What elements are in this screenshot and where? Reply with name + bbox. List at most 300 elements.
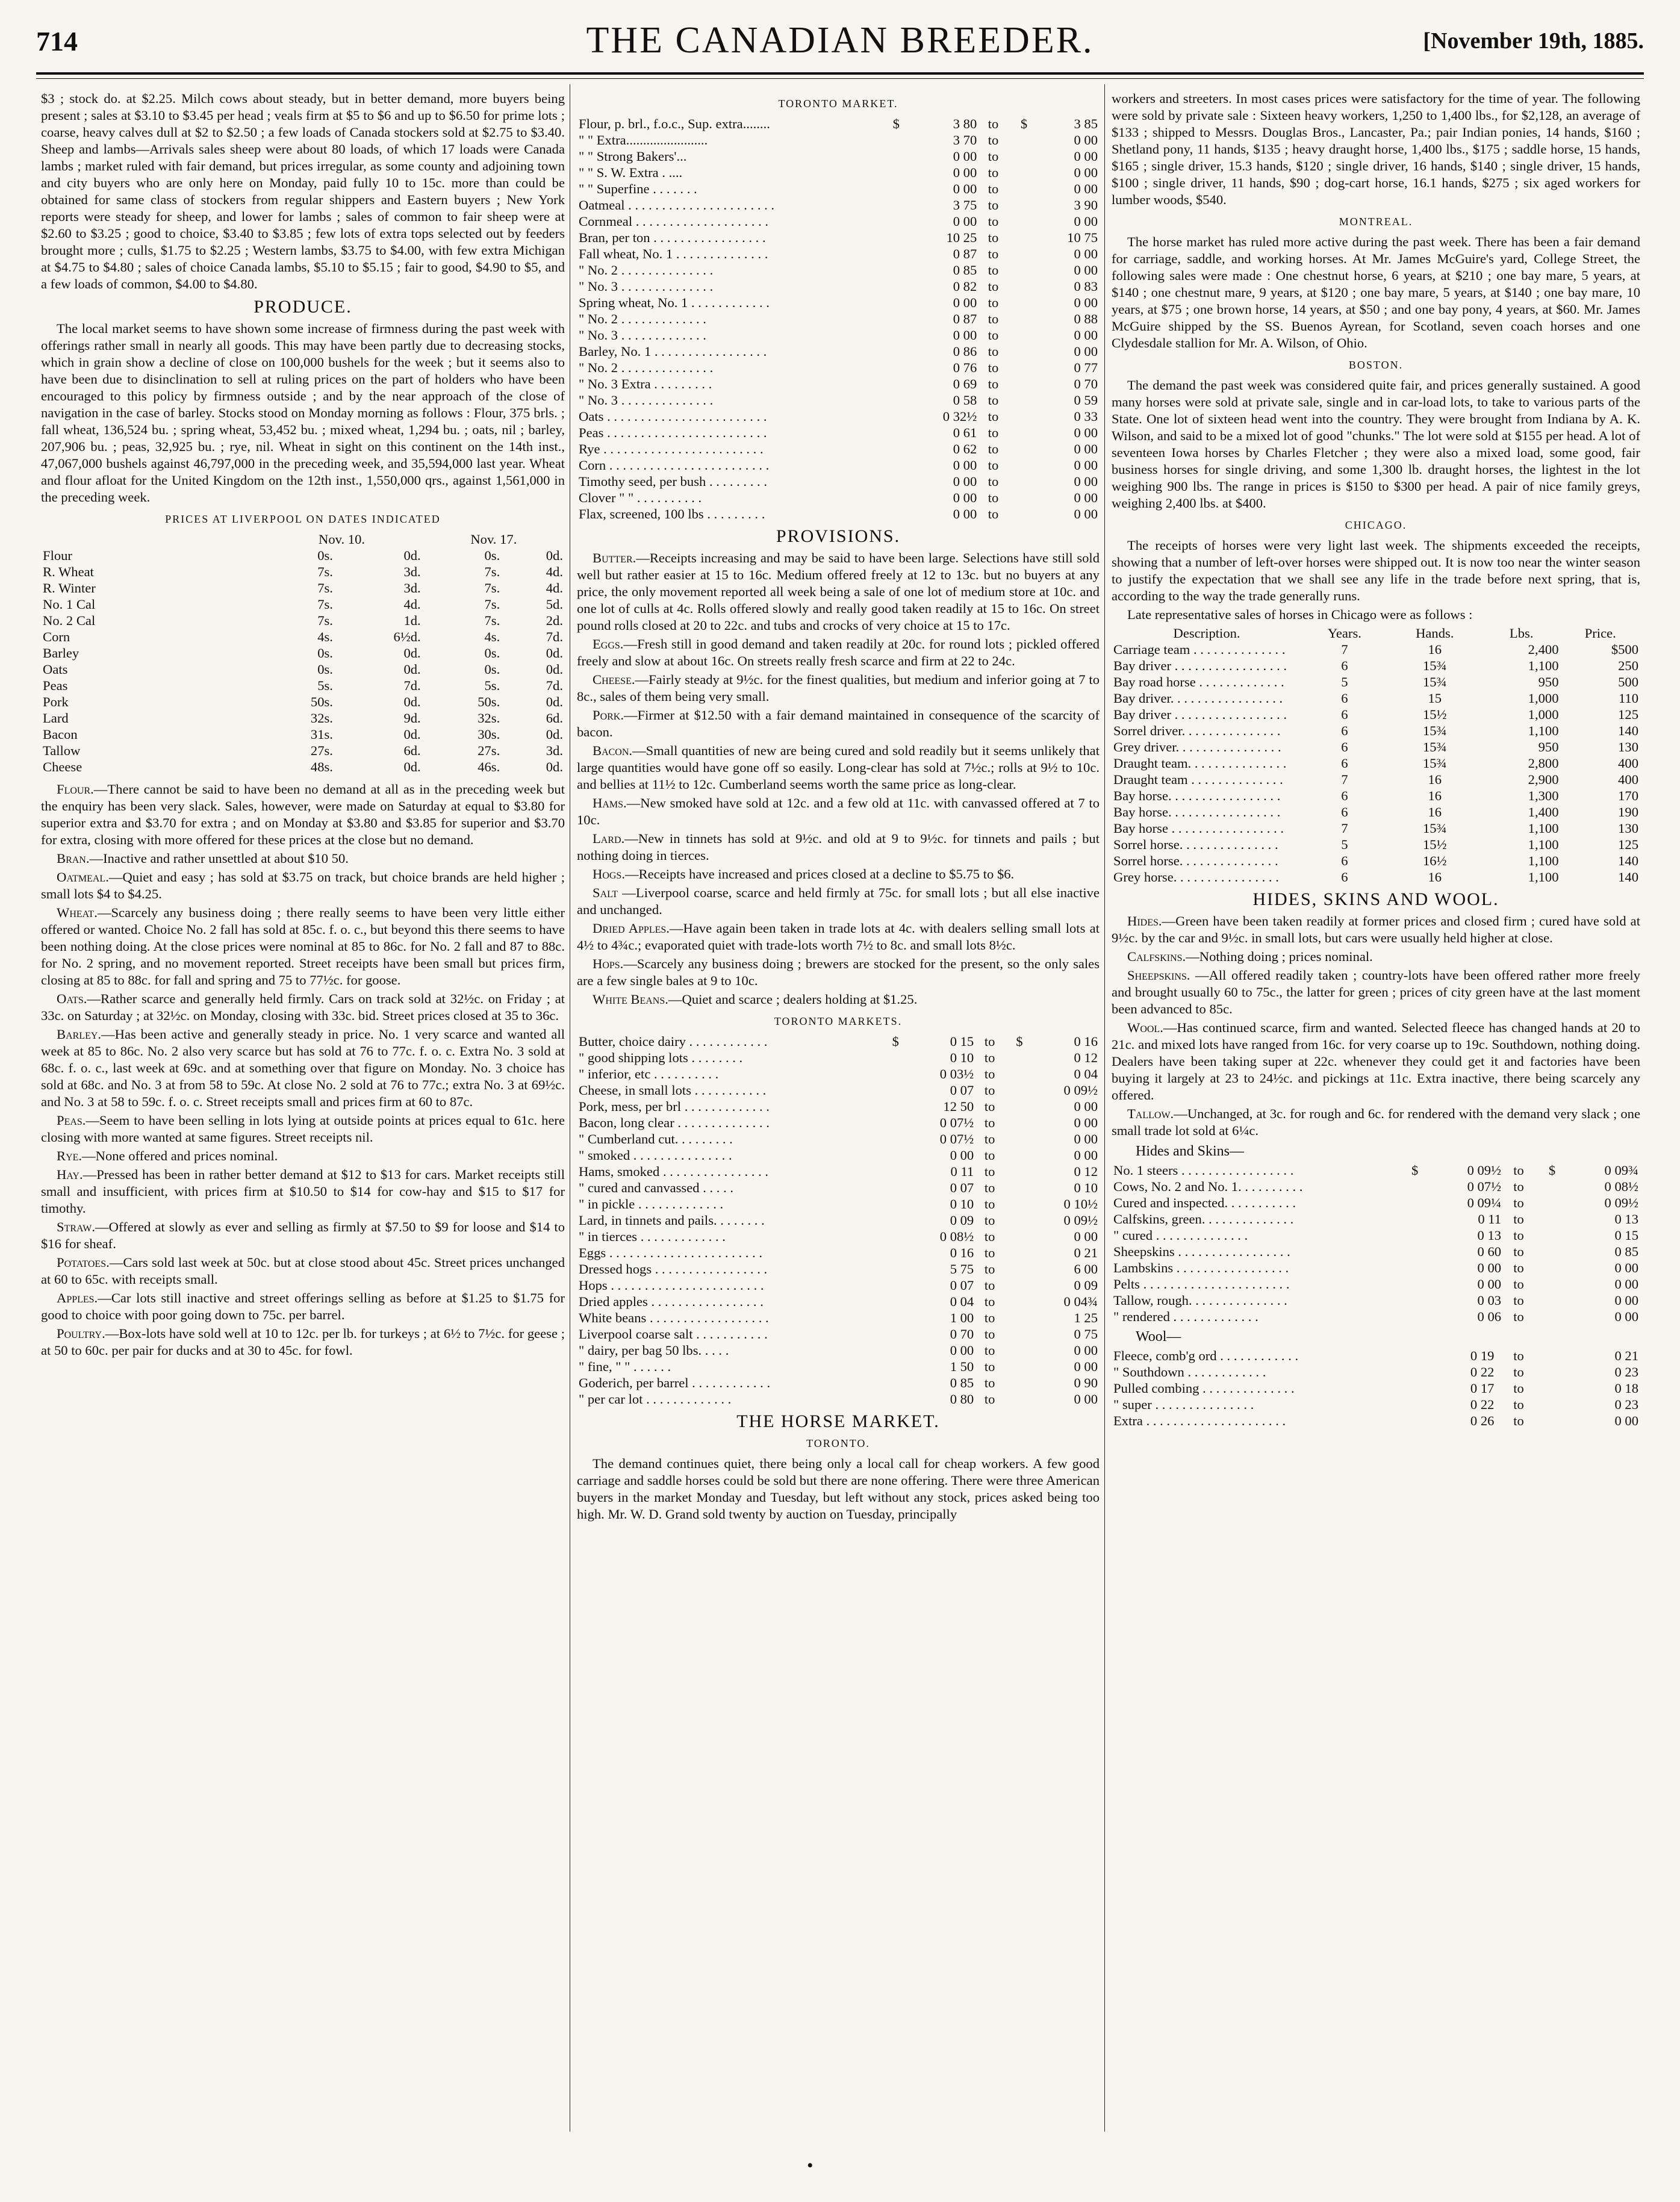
table-cell: to <box>988 409 999 424</box>
table-cell: 0 12 <box>1074 1164 1098 1179</box>
table-cell: to <box>984 1213 995 1228</box>
table-cell: Sorrel horse. . . . . . . . . . . . . . . <box>1113 837 1278 852</box>
table-row <box>577 1391 1100 1407</box>
table-cell: 0 09¼ <box>1467 1195 1502 1210</box>
table-cell: to <box>988 328 999 343</box>
table-cell: 5 75 <box>950 1261 974 1277</box>
chicago-sales-table <box>1112 625 1640 885</box>
table-cell: 0 00 <box>1074 263 1098 278</box>
market-paragraph <box>1112 948 1640 965</box>
table-cell: Bay horse. . . . . . . . . . . . . . . . . <box>1113 804 1281 820</box>
table-cell: 7 <box>1341 821 1348 836</box>
table-row <box>577 181 1100 197</box>
market-paragraph <box>41 1026 565 1110</box>
paragraph-lead: Sheepskins. <box>1127 968 1190 983</box>
table-cell: 0 09½ <box>1063 1083 1098 1098</box>
table-cell: 0 00 <box>950 1343 974 1358</box>
table-row <box>1112 1348 1640 1364</box>
table-cell: " " S. W. Extra . .... <box>579 165 683 180</box>
table-cell: 0 06 <box>1477 1309 1502 1324</box>
table-cell: $ <box>892 1034 899 1049</box>
table-cell: 0 58 <box>953 393 977 408</box>
table-cell: 0 07 <box>950 1083 974 1098</box>
table-cell <box>1004 1375 1024 1391</box>
table-cell: 0 00 <box>1074 458 1098 473</box>
table-cell <box>1397 1178 1420 1195</box>
table-cell: 0 00 <box>953 328 977 343</box>
table-row <box>1112 820 1640 836</box>
market-paragraph <box>41 850 565 867</box>
table-cell: 0 00 <box>1074 425 1098 440</box>
table-cell <box>1008 132 1030 148</box>
produce-text: The local market seems to have shown some increase of firmness during the past week with offerings rather small in nearly all goods. This may have been partly due to decreasing stocks, which in grain show a decline of close on 100,000 bushels for the week ; but it seems also to have been due to disinclination to sell at ruling prices on the part of holders who have been encouraged to this policy by firmness outside ; and by the near approach of the close of navigation in the case of barley. Stocks stood on Monday morning as follows : Flour, 375 brls. ; fall wheat, 136,524 bu. ; spring wheat, 53,452 bu. ; mixed wheat, 1,294 bu. ; oats, nil ; barley, 207,906 bu. ; peas, 32,925 bu. ; rye, nil. Wheat in sight on this continent on the 14th inst., 47,067,000 bushels against 46,797,000 in the preceding week, and 35,594,000 last year. Wheat and flour afloat for the United Kingdom on the 12th inst., 1,550,000 qrs., against 1,561,000 in the preceding week. <box>41 321 565 505</box>
table-row <box>41 580 565 596</box>
table-cell: Cornmeal . . . . . . . . . . . . . . . . . . . . <box>579 214 769 229</box>
paragraph-text: —Scarcely any business doing ; there really seems to have been very little either offered or wanted. Choice No. 2 fall has sold at 85c. f. o. c., but beyond this there seems to have been nothing doing. At the close prices were nominal at 85 to 86c. for No. 2 fall and 87 to 88c. for No. 2 spring, and no movement reported. Street receipts have been small but prices firm, closing at 85 to 88c. for fall and spring and 75 to 77½c. for goose. <box>41 905 565 987</box>
table-cell: 32s. <box>310 711 333 726</box>
table-cell: 50s. <box>478 694 500 709</box>
table-cell: 7s. <box>317 564 333 579</box>
table-row <box>577 1228 1100 1245</box>
market-paragraph <box>577 707 1100 741</box>
footer-mark: • <box>807 2156 814 2176</box>
table-cell <box>880 1310 900 1326</box>
table-cell: 30s. <box>478 727 500 742</box>
table-cell: 0 00 <box>1614 1413 1638 1428</box>
table-cell: 15½ <box>1422 837 1447 852</box>
table-cell: 0 00 <box>1074 1115 1098 1130</box>
market-paragraph <box>1112 1019 1640 1104</box>
table-row <box>41 596 565 612</box>
table-cell: 0 70 <box>1074 376 1098 391</box>
table-cell <box>1008 229 1030 246</box>
table-cell: 6 <box>1341 756 1348 771</box>
table-cell: 0s. <box>484 645 500 661</box>
table-cell: to <box>984 1050 995 1065</box>
table-row <box>41 742 565 759</box>
table-cell: 15¾ <box>1422 658 1447 673</box>
market-paragraph <box>577 866 1100 883</box>
table-cell: to <box>988 311 999 326</box>
table-cell: 32s. <box>478 711 500 726</box>
table-cell <box>880 1326 900 1342</box>
table-cell: 0 88 <box>1074 311 1098 326</box>
paragraph-text: —New smoked have sold at 12c. and a few old at 11c. with canvassed offered at 7 to 10c. <box>577 795 1100 827</box>
table-cell: to <box>984 1359 995 1374</box>
table-row <box>577 327 1100 343</box>
table-cell <box>1008 311 1030 327</box>
table-cell: 0 09¾ <box>1604 1163 1638 1178</box>
table-cell: 7s. <box>484 597 500 612</box>
paragraph-text: —Liverpool coarse, scarce and held firmly at 75c. for small lots ; but all else inactive and unchanged. <box>577 885 1100 917</box>
paragraph-text: —Seem to have been selling in lots lying at outside points at prices equal to 61c. here closing with more wanted at same figures. Street receipts nil. <box>41 1113 565 1145</box>
table-cell: 2d. <box>546 613 563 628</box>
table-cell: 950 <box>1538 739 1559 754</box>
paragraph-text: —All offered readily taken ; country-lots have been offered rather more freely and brought usually 60 to 75c., the latter for green ; prices of city green have at the last moment been advanced to 85c. <box>1112 968 1640 1016</box>
table-cell: Flour <box>43 548 72 563</box>
paragraph-text: —Pressed has been in rather better demand at $12 to $13 for cars. Market receipts still small and insufficient, with prices firm at $10.50 to $14 for cow-hay and $15 to $17 for timothy. <box>41 1167 565 1216</box>
table-cell <box>1534 1195 1557 1211</box>
table-cell: to <box>1513 1381 1524 1396</box>
table-cell: to <box>988 181 999 196</box>
table-cell: " dairy, per bag 50 lbs. . . . . <box>579 1343 729 1358</box>
table-cell: 4d. <box>546 580 563 596</box>
paragraph-lead: Hams. <box>593 795 627 810</box>
table-cell: to <box>984 1115 995 1130</box>
paragraph-lead: Hides. <box>1127 913 1162 928</box>
paragraph-lead: Apples. <box>57 1290 98 1305</box>
market-paragraph <box>41 781 565 848</box>
table-cell <box>1004 1326 1024 1342</box>
column-header: Price. <box>1584 626 1616 641</box>
table-row <box>41 547 565 564</box>
market-paragraph <box>577 956 1100 989</box>
table-cell <box>880 1245 900 1261</box>
paragraph-lead: Potatoes. <box>57 1255 110 1270</box>
table-cell <box>880 148 901 164</box>
table-cell: 0 09 <box>1074 1278 1098 1293</box>
table-cell: 6 00 <box>1074 1261 1098 1277</box>
table-cell: 0 77 <box>1074 360 1098 375</box>
table-cell: 0 00 <box>1074 1229 1098 1244</box>
table-cell: 5s. <box>484 678 500 693</box>
table-cell: 0 19 <box>1470 1348 1495 1363</box>
table-cell: to <box>1513 1293 1524 1308</box>
chicago-text-2: Late representative sales of horses in Chicago were as follows : <box>1127 607 1473 622</box>
table-cell: 0 18 <box>1614 1381 1638 1396</box>
table-cell: 4d. <box>546 564 563 579</box>
table-cell <box>1542 1348 1553 1364</box>
table-cell: " " Superfine . . . . . . . <box>579 181 697 196</box>
table-cell <box>1397 1396 1408 1413</box>
table-cell: " in pickle . . . . . . . . . . . . . <box>579 1196 724 1211</box>
table-row <box>577 408 1100 425</box>
table-cell <box>880 506 901 522</box>
table-cell: Cured and inspected. . . . . . . . . . . <box>1113 1195 1296 1210</box>
table-cell <box>1008 148 1030 164</box>
table-cell: 0 07 <box>950 1180 974 1195</box>
table-cell: 0 00 <box>1074 490 1098 505</box>
table-cell: 0 00 <box>1074 214 1098 229</box>
market-paragraph <box>577 991 1100 1008</box>
table-cell <box>1004 1293 1024 1310</box>
table-cell: " super . . . . . . . . . . . . . . . <box>1113 1397 1254 1412</box>
table-cell <box>880 1375 900 1391</box>
table-row <box>1112 755 1640 771</box>
table-cell: 0 00 <box>1074 149 1098 164</box>
table-cell <box>1008 425 1030 441</box>
table-row <box>577 213 1100 229</box>
table-cell: Fall wheat, No. 1 . . . . . . . . . . . . . . <box>579 246 768 261</box>
table-cell: 0 00 <box>950 1148 974 1163</box>
table-row <box>1112 1260 1640 1276</box>
table-cell: to <box>984 1294 995 1309</box>
table-cell: 27s. <box>478 743 500 758</box>
table-cell: 190 <box>1618 804 1638 820</box>
table-cell: 0 00 <box>953 490 977 505</box>
paragraph-text: —Have again been taken in trade lots at 4c. with dealers selling small lots at 4½ to 4¾c.; evaporated quiet with trade-lots worth 7½ to 8c. and small lots 8½c. <box>577 921 1100 953</box>
paragraph-lead: Calfskins. <box>1127 949 1186 964</box>
table-cell: 0 10 <box>1074 1180 1098 1195</box>
table-cell: 0d. <box>546 759 563 774</box>
table-row <box>577 132 1100 148</box>
table-cell <box>880 1147 900 1163</box>
market-paragraph <box>577 636 1100 670</box>
table-cell: 0 62 <box>953 441 977 456</box>
table-row <box>1112 771 1640 788</box>
paragraph-lead: Peas. <box>57 1113 86 1128</box>
table-cell: 500 <box>1618 674 1638 689</box>
table-cell: to <box>984 1180 995 1195</box>
table-cell <box>880 1163 900 1180</box>
table-cell: " good shipping lots . . . . . . . . <box>579 1050 743 1065</box>
table-cell <box>1008 506 1030 522</box>
table-row <box>41 726 565 742</box>
table-cell: 31s. <box>310 727 333 742</box>
paragraph-text: —Car lots still inactive and street offerings selling as before at $1.25 to $1.75 for good to choice with poor going down to 75c. per barrel. <box>41 1290 565 1322</box>
table-cell: 0 12 <box>1074 1050 1098 1065</box>
table-cell <box>1397 1292 1420 1308</box>
table-cell: to <box>1513 1195 1524 1210</box>
table-cell: 140 <box>1618 869 1638 885</box>
market-paragraph <box>41 1219 565 1252</box>
table-cell: 15 <box>1428 691 1442 706</box>
table-row <box>577 246 1100 262</box>
boston-text: The demand the past week was considered quite fair, and prices generally sustained. A good many horses were sold at private sale, single and in car-load lots, to take to various parts of the State. One lot of sixteen head went into the country. They were brought from Indiana by A. K. Wilson, and said to be a mixed lot of good "chunks." The lot were sold at $155 per head. A lot of seventeen Iowa horses by Charles Fletcher ; they were also a mixed load, some good, fair business horses for single driving, and some 1,300 lb. draught horses, the lightest in the lot weighing 900 lbs. The range in prices is $150 to $300 per head. A pair of nice family greys, weighing 2,400 lbs. at $400. <box>1112 378 1640 511</box>
table-cell <box>1004 1245 1024 1261</box>
table-row <box>1112 788 1640 804</box>
table-cell: Spring wheat, No. 1 . . . . . . . . . . . . <box>579 295 770 310</box>
table-cell: 0 10 <box>950 1196 974 1211</box>
wool-subheading: Wool— <box>1136 1329 1181 1345</box>
table-cell: to <box>1513 1413 1524 1428</box>
paragraph-text: —Fairly steady at 9½c. for the finest qualities, but medium and inferior going at 7 to 8c., sales of them being very small. <box>577 672 1100 704</box>
table-cell <box>880 1180 900 1196</box>
table-cell <box>1004 1277 1024 1293</box>
paragraph-lead: Wool. <box>1127 1020 1163 1035</box>
table-row <box>41 694 565 710</box>
table-cell <box>1534 1178 1557 1195</box>
table-cell: 7d. <box>403 678 421 693</box>
table-cell <box>1008 262 1030 278</box>
table-cell: Corn <box>43 629 70 644</box>
table-row <box>577 1082 1100 1098</box>
table-cell: 4s. <box>317 629 333 644</box>
table-cell: Bran, per ton . . . . . . . . . . . . . . . . . <box>579 230 766 245</box>
table-cell: 6 <box>1341 853 1348 868</box>
table-cell: 0s. <box>317 548 333 563</box>
table-cell: 5 <box>1341 674 1348 689</box>
table-cell: Pork, mess, per brl . . . . . . . . . . . . . <box>579 1099 770 1114</box>
table-row <box>577 197 1100 213</box>
table-cell: to <box>984 1164 995 1179</box>
table-row <box>41 661 565 677</box>
table-cell <box>1004 1228 1024 1245</box>
table-cell: 0 90 <box>1074 1375 1098 1390</box>
table-row <box>577 1033 1100 1050</box>
table-row <box>577 343 1100 359</box>
table-cell: 16½ <box>1422 853 1447 868</box>
table-cell: to <box>988 458 999 473</box>
table-cell <box>1004 1082 1024 1098</box>
table-cell <box>1397 1260 1420 1276</box>
table-cell: 15½ <box>1422 707 1447 722</box>
table-cell: 1,000 <box>1528 707 1559 722</box>
table-cell: 48s. <box>310 759 333 774</box>
table-row <box>1112 1292 1640 1308</box>
table-cell: 0 00 <box>1074 344 1098 359</box>
market-paragraph <box>41 1290 565 1323</box>
table-cell: 0 00 <box>1614 1260 1638 1275</box>
table-row <box>1112 674 1640 690</box>
table-row <box>577 1310 1100 1326</box>
table-cell <box>880 197 901 213</box>
table-cell <box>1004 1066 1024 1082</box>
table-cell <box>880 1050 900 1066</box>
table-cell: 5 <box>1341 837 1348 852</box>
paragraph-text: —Receipts have increased and prices closed at a decline to $5.75 to $6. <box>624 866 1015 882</box>
table-cell: 0 07 <box>950 1278 974 1293</box>
paragraph-text: —Nothing doing ; prices nominal. <box>1186 949 1373 964</box>
table-row <box>577 1277 1100 1293</box>
market-paragraph <box>41 1148 565 1165</box>
table-cell: 1 00 <box>950 1310 974 1325</box>
table-cell <box>1008 181 1030 197</box>
table-cell: 6½d. <box>393 629 421 644</box>
table-cell: Dressed hogs . . . . . . . . . . . . . . . . . <box>579 1261 768 1277</box>
produce-reports <box>41 781 565 1359</box>
table-cell: to <box>984 1375 995 1390</box>
table-row <box>1112 641 1640 658</box>
table-cell <box>1004 1310 1024 1326</box>
table-cell: to <box>988 116 999 131</box>
table-cell <box>1397 1243 1420 1260</box>
horse-market-text: The demand continues quiet, there being only a local call for cheap workers. A few good carriage and saddle horses could be sold but there are none offering. There were three American buyers in the market Monday and Tuesday, but left without any stock, prices asked being too high. Mr. W. D. Grand sold twenty by auction on Tuesday, principally <box>577 1456 1100 1522</box>
table-cell: 0 85 <box>953 263 977 278</box>
table-cell: 0d. <box>403 694 421 709</box>
table-cell: " No. 3 . . . . . . . . . . . . . . <box>579 279 714 294</box>
table-cell: Extra . . . . . . . . . . . . . . . . . . . . . <box>1113 1413 1286 1428</box>
table-cell <box>1534 1260 1557 1276</box>
table-cell: 7s. <box>484 613 500 628</box>
table-cell: to <box>988 230 999 245</box>
table-row <box>41 677 565 694</box>
page-title: THE CANADIAN BREEDER. <box>586 20 1094 61</box>
table-cell: Goderich, per barrel . . . . . . . . . . . . <box>579 1375 771 1390</box>
table-cell <box>880 457 901 473</box>
table-row <box>1112 706 1640 723</box>
table-row <box>1112 1396 1640 1413</box>
column-2 <box>577 90 1100 2126</box>
table-row <box>41 645 565 661</box>
table-cell: to <box>984 1099 995 1114</box>
table-row <box>577 359 1100 376</box>
paragraph-text: —Inactive and rather unsettled at about $10 50. <box>89 851 349 866</box>
paragraph-lead: Hops. <box>593 956 624 971</box>
table-cell <box>1397 1195 1420 1211</box>
hides-reports <box>1112 913 1640 1139</box>
table-cell: Cheese <box>43 759 82 774</box>
table-cell: 0 00 <box>1074 1392 1098 1407</box>
table-cell: 3 70 <box>953 132 977 148</box>
table-cell <box>880 327 901 343</box>
table-cell <box>1004 1212 1024 1228</box>
table-cell: 5s. <box>317 678 333 693</box>
table-row <box>577 1050 1100 1066</box>
table-cell: Rye . . . . . . . . . . . . . . . . . . . . . . . . <box>579 441 764 456</box>
table-cell <box>880 1342 900 1358</box>
table-cell: to <box>988 279 999 294</box>
toronto-market-heading: TORONTO MARKET. <box>778 98 898 110</box>
market-paragraph <box>1112 913 1640 947</box>
table-row <box>1112 853 1640 869</box>
market-paragraph <box>577 742 1100 793</box>
table-cell <box>1534 1243 1557 1260</box>
table-cell: 0 08½ <box>1604 1179 1638 1194</box>
paragraph-text: —Firmer at $12.50 with a fair demand maintained in consequence of the scarcity of bacon. <box>577 708 1100 739</box>
table-row <box>577 262 1100 278</box>
paragraph-text: —Scarcely any business doing ; brewers are stocked for the present, so the only sales are a few single bales at 9 to 10c. <box>577 956 1100 988</box>
table-cell: 0 00 <box>1074 1343 1098 1358</box>
table-cell: to <box>988 295 999 310</box>
table-cell: 1,100 <box>1528 837 1559 852</box>
market-paragraph <box>41 1166 565 1217</box>
paragraph-lead: Oatmeal. <box>57 869 109 885</box>
table-cell: $ <box>1548 1163 1556 1178</box>
market-paragraph <box>41 1112 565 1146</box>
market-paragraph <box>577 795 1100 829</box>
table-cell: 3 80 <box>953 116 977 131</box>
table-cell <box>1397 1413 1408 1429</box>
chicago-heading: CHICAGO. <box>1345 519 1407 531</box>
table-cell: to <box>984 1083 995 1098</box>
table-cell: to <box>988 441 999 456</box>
paragraph-lead: Cheese. <box>593 672 635 687</box>
table-row <box>577 311 1100 327</box>
paragraph-lead: Wheat. <box>57 905 98 920</box>
table-cell: 1 25 <box>1074 1310 1098 1325</box>
market-paragraph <box>577 671 1100 705</box>
table-row <box>577 1163 1100 1180</box>
produce-heading: PRODUCE. <box>254 297 352 317</box>
table-cell: to <box>984 1196 995 1211</box>
table-cell: 0 16 <box>950 1245 974 1260</box>
table-cell: to <box>984 1245 995 1260</box>
paragraph-lead: White Beans. <box>593 992 668 1007</box>
table-cell: 0 04¾ <box>1063 1294 1098 1309</box>
table-cell: R. Winter <box>43 580 96 596</box>
table-cell: 5d. <box>546 597 563 612</box>
provisions-reports <box>577 550 1100 1008</box>
toronto-subheading: TORONTO. <box>806 1437 870 1449</box>
table-cell: to <box>1513 1364 1524 1379</box>
table-row <box>577 1375 1100 1391</box>
table-cell: 16 <box>1428 788 1442 803</box>
table-cell: to <box>984 1034 995 1049</box>
table-cell: 0 00 <box>953 474 977 489</box>
table-cell: 0 85 <box>950 1375 974 1390</box>
table-cell: 0 00 <box>953 214 977 229</box>
table-cell: 0 82 <box>953 279 977 294</box>
table-cell <box>1008 164 1030 181</box>
table-cell: 0 00 <box>1074 1131 1098 1146</box>
table-cell: 0 86 <box>953 344 977 359</box>
page-number: 714 <box>36 26 78 57</box>
toronto-markets-heading: TORONTO MARKETS. <box>774 1015 903 1027</box>
hides-subheading: Hides and Skins— <box>1136 1143 1244 1159</box>
horse-market-continued: workers and streeters. In most cases prices were satisfactory for the time of year. The following were sold by private sale : Sixteen heavy workers, 1,250 to 1,400 lbs., for $2,128, an average of $133 ; shipped to Messrs. Douglas Bros., Lancaster, Pa.; pair Indian ponies, 14 hands, $160 ; Shetland pony, 11 hands, $135 ; heavy draught horse, 1,400 lbs., $175 ; saddle horse, 15 hands, $165 ; single driver, 15.3 hands, $120 ; single driver, 16 hands, $140 ; single driver, 15 hands, $100 ; single driver, 11 hands, $90 ; dog-cart horse, 16.1 hands, $275 ; six aged workers for lumber woods, $540. <box>1112 91 1640 207</box>
table-cell: Flour, p. brl., f.o.c., Sup. extra........ <box>579 116 770 131</box>
